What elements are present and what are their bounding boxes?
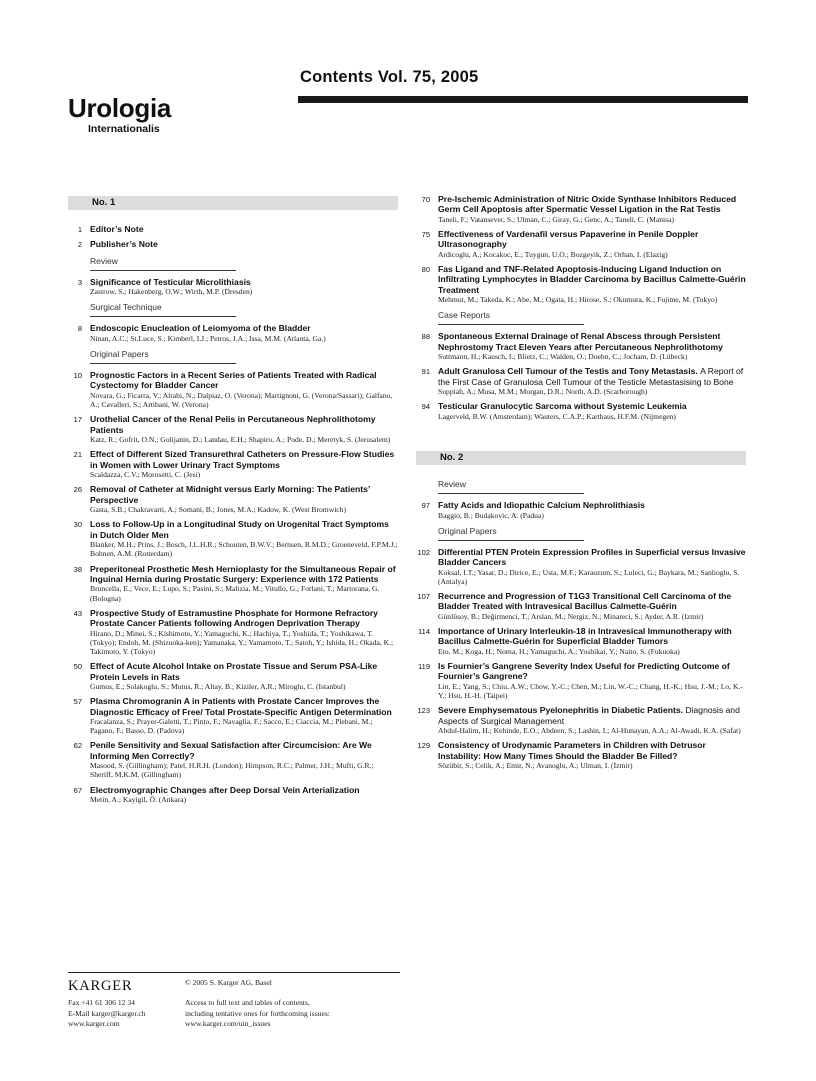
article-title[interactable] xyxy=(438,500,746,510)
page-number: 62 xyxy=(73,741,82,751)
toc-entry[interactable] xyxy=(68,449,398,479)
article-subtitle: A Report of the First Case of Granulosa Cell Tumour of the Testicle Metastasising to Bone xyxy=(438,366,744,387)
website-line[interactable]: www.karger.com xyxy=(68,1019,120,1028)
page-number: 107 xyxy=(417,591,430,601)
contents-title: Contents Vol. 75, 2005 xyxy=(300,68,479,86)
fax-line: Fax +41 61 306 12 34 xyxy=(68,998,135,1007)
article-authors: Suppiah, A.; Musa, M.M.; Morgan, D.R.; North, A.D. (Scarborough) xyxy=(438,387,648,397)
article-subtitle: Diagnosis and Aspects of Surgical Management xyxy=(438,705,740,726)
article-title[interactable] xyxy=(90,370,398,391)
article-authors: Gasta, S.B.; Chakravarti, A.; Somani, B.; Jones, M.A.; Kadow, K. (West Bromwich) xyxy=(90,505,347,515)
toc-entry[interactable] xyxy=(416,264,746,304)
toc-entry[interactable] xyxy=(68,239,398,249)
page-number: 21 xyxy=(73,450,82,460)
toc-entry[interactable] xyxy=(68,414,398,444)
article-title[interactable] xyxy=(90,449,398,470)
toc-entry[interactable] xyxy=(68,519,398,558)
page-number: 38 xyxy=(73,564,82,574)
journal-logo-subtitle: Internationalis xyxy=(88,123,160,135)
article-title[interactable] xyxy=(90,224,398,234)
toc-entry[interactable] xyxy=(416,229,746,259)
article-title-text: Fatty Acids and Idiopathic Calcium Nephrolithiasis xyxy=(438,500,645,511)
copyright-notice: © 2005 S. Karger AG, Basel xyxy=(185,978,272,987)
page-number: 80 xyxy=(421,265,430,275)
page-number: 129 xyxy=(417,741,430,751)
article-authors: Sözübir, S.; Celik, A.; Emir, N.; Avanoglu, A.; Ulman, I. (İzmir) xyxy=(438,761,633,770)
toc-entry[interactable] xyxy=(68,484,398,514)
article-title[interactable] xyxy=(438,547,746,568)
article-title-text: Is Fournier’s Gangrene Severity Index Useful for Predicting Outcome of Fournier’s Gangrene? xyxy=(438,660,730,682)
page-number: 102 xyxy=(417,547,430,557)
toc-entry[interactable] xyxy=(68,564,398,603)
article-title[interactable] xyxy=(90,414,398,435)
article-title-text: Loss to Follow-Up in a Longitudinal Study on Urogenital Tract Symptoms in Dutch Older Men xyxy=(90,519,389,540)
footer-rule xyxy=(68,972,400,973)
article-title[interactable] xyxy=(90,564,398,585)
journal-logo-name: Urologia xyxy=(68,93,172,123)
article-title-text: Plasma Chromogranin A in Patients with Prostate Cancer Improves the Diagnostic Efficacy of Free/ Total Prostate-Specific Antigen Determination xyxy=(90,696,392,717)
toc-entry[interactable] xyxy=(416,401,746,421)
header-rule xyxy=(298,96,748,103)
article-title[interactable] xyxy=(90,696,398,717)
article-title-text: Preperitoneal Prosthetic Mesh Hernioplasty for the Simultaneous Repair of Inguinal Hernia during Prostatic Surgery: Experience with 172 Patients xyxy=(90,563,396,584)
section-rule xyxy=(438,493,584,494)
section-heading: Case Reports xyxy=(438,310,490,321)
page-number: 57 xyxy=(73,697,82,707)
article-authors: Zastrow, S.; Hakenberg, O.W.; Wirth, M.P. (Dresden) xyxy=(90,287,253,297)
article-title-text: Urothelial Cancer of the Renal Pelis in Percutaneous Nephrolithotomy Patients xyxy=(90,414,376,435)
left-column xyxy=(68,196,398,809)
article-authors: Scaldazza, C.V.; Morosetti, C. (Jesi) xyxy=(90,470,201,480)
article-authors: Gumus, E.; Solakoglu, S.; Mutus, R.; Altay, B.; Kiziler, A.R.; Miroglu, C. (Istanbul) xyxy=(90,681,346,691)
article-authors: Suttmann, H.; Kausch, I.; Blietz, C.; Walden, O.; Doehn, C.; Jocham, D. (Lübeck) xyxy=(438,352,688,362)
article-title[interactable] xyxy=(90,239,398,249)
page-number: 114 xyxy=(418,626,430,636)
article-title-text: Pre-Ischemic Administration of Nitric Oxide Synthase Inhibitors Reduced Germ Cell Apoptosis after Spermatic Vessel Ligation in the Rat Testis xyxy=(438,194,737,215)
article-authors: Masood, S. (Gillingham); Patel, H.R.H. (London); Himpson, R.C.; Palmer, J.H.; Mufti, G.R.; Sheriff, M.K.M. (Gillingham) xyxy=(90,761,374,780)
article-authors: Abdul-Halim, H.; Kehinde, E.O.; Abdeen, S.; Lashin, I.; Al-Hunayan, A.A.; Al-Awadi, K.A. (Safat) xyxy=(438,725,741,735)
section-heading: Review xyxy=(90,255,118,266)
page-number: 75 xyxy=(421,230,430,240)
page-number: 8 xyxy=(77,324,82,334)
article-title-text: Removal of Catheter at Midnight versus Early Morning: The Patients’ Perspective xyxy=(90,484,370,505)
article-title-text: Endoscopic Enucleation of Leiomyoma of the Bladder xyxy=(90,323,311,334)
toc-entry[interactable] xyxy=(68,661,398,691)
article-title[interactable] xyxy=(438,705,746,726)
article-title-text: Consistency of Urodynamic Parameters in Children with Detrusor Instability: How Many Times Should the Bladder Be Filled? xyxy=(438,740,706,761)
article-authors: Mehmut, M.; Takeda, K.; Abe, M.; Ogata, H.; Hirose, S.; Okumura, K.; Fujime, M. (Tokyo) xyxy=(438,295,718,305)
section-rule xyxy=(90,363,236,364)
page-number: 1 xyxy=(77,225,82,234)
toc-entry[interactable] xyxy=(416,591,746,621)
toc-entry[interactable] xyxy=(416,740,746,770)
toc-entry[interactable] xyxy=(416,331,746,361)
article-title-text: Electromyographic Changes after Deep Dorsal Vein Arterialization xyxy=(90,784,360,795)
article-authors: Eto, M.; Koga, H.; Noma, H.; Yamaguchi, A.; Yoshikai, Y.; Naito, S. (Fukuoka) xyxy=(438,646,680,656)
article-authors: Katz, R.; Gofrit, O.N.; Golijanin, D.; Landau, E.H.; Shapiro, A.; Pode, D.; Meretyk, S. (Jerusalem) xyxy=(90,435,391,445)
page-number: 17 xyxy=(73,415,82,425)
email-line[interactable]: E-Mail karger@karger.ch xyxy=(68,1008,146,1018)
section-rule xyxy=(90,316,236,317)
article-authors: Baggio, B.; Budakovic, A. (Padua) xyxy=(438,510,544,520)
section-heading: Original Papers xyxy=(438,525,497,536)
article-title-text: Adult Granulosa Cell Tumour of the Testis and Tony Metastasis. xyxy=(438,366,698,377)
article-title[interactable] xyxy=(438,194,746,215)
toc-entry[interactable] xyxy=(416,500,746,520)
page-number: 94 xyxy=(421,402,430,412)
toc-entry[interactable] xyxy=(416,194,746,224)
article-title-text: Effect of Different Sized Transurethral Catheters on Pressure-Flow Studies in Women with Lower Urinary Tract Symptoms xyxy=(90,449,395,470)
article-title-text: Prospective Study of Estramustine Phosphate for Hormone Refractory Prostate Cancer Patients following Androgen Deprivation Therapy xyxy=(90,607,378,629)
article-title-text: Spontaneous External Drainage of Renal Abscess through Persistent Nephrostomy Tract Eleven Years after Percutaneous Nephrolithotomy xyxy=(438,331,723,352)
article-authors: Fracalanza, S.; Prayer-Galetti, T.; Pinto, F.; Navaglia, F.; Sacco, E.; Ciaccia, M.; Plebani, M.; Pagano, F.; Basso, D. (Padova) xyxy=(90,716,373,736)
section-rule xyxy=(90,270,236,271)
section-heading: Surgical Technique xyxy=(90,302,162,313)
page-number: 10 xyxy=(73,371,82,381)
toc-entry[interactable] xyxy=(416,661,746,700)
section-heading: Review xyxy=(438,479,466,490)
page-number: 91 xyxy=(421,367,430,377)
toc-entry[interactable] xyxy=(68,696,398,735)
toc-entry[interactable] xyxy=(416,547,746,586)
toc-entry[interactable] xyxy=(68,608,398,656)
page-number: 43 xyxy=(73,608,82,618)
page-number: 26 xyxy=(73,485,82,495)
toc-entry[interactable] xyxy=(416,705,746,735)
article-title-text: Importance of Urinary Interleukin-18 in Intravesical Immunotherapy with Bacillus Calmette-Guérin for Superficial Bladder Tumors xyxy=(438,625,732,647)
toc-entry[interactable] xyxy=(416,366,746,396)
article-authors: Taneli, F.; Vatansever, S.; Ulman, C.; Giray, G.; Genc, A.; Taneli, C. (Manisa) xyxy=(438,214,674,224)
toc-entry[interactable] xyxy=(68,323,398,343)
issue-heading: No. 1 xyxy=(68,196,398,210)
toc-entry[interactable] xyxy=(68,370,398,409)
publisher-contact xyxy=(68,998,146,1030)
page-number: 97 xyxy=(421,501,430,511)
article-title[interactable] xyxy=(90,484,398,505)
page-number: 123 xyxy=(417,706,430,716)
article-title-text: Fas Ligand and TNF-Related Apoptosis-Inducing Ligand Induction on Infiltrating Lymphocytes in Bladder Carcinoma by Bacillus Calmette-Guérin Treatment xyxy=(438,264,746,295)
article-title[interactable] xyxy=(438,401,746,411)
article-title[interactable] xyxy=(90,519,398,540)
article-title-text: Editor’s Note xyxy=(90,224,144,234)
toc-entry[interactable] xyxy=(68,277,398,297)
toc-entry[interactable] xyxy=(68,740,398,779)
article-authors: Lagerveld, B.W. (Amsterdam); Wauters, C.A.P.; Karthaus, H.F.M. (Nijmegen) xyxy=(438,411,676,421)
article-title-text: Testicular Granulocytic Sarcoma without Systemic Leukemia xyxy=(438,401,687,412)
right-column xyxy=(416,194,746,775)
article-title-text: Penile Sensitivity and Sexual Satisfaction after Circumcision: Are We Informing Men Correctly? xyxy=(90,740,372,761)
article-title-text: Recurrence and Progression of T1G3 Transitional Cell Carcinoma of the Bladder Treated with Intravesical Bacillus Calmette-Guérin xyxy=(438,590,732,612)
article-title-text: Differential PTEN Protein Expression Profiles in Superficial versus Invasive Bladder Cancers xyxy=(438,546,746,568)
issues-link[interactable]: www.karger.com/uin_issues xyxy=(185,1019,271,1028)
article-title[interactable] xyxy=(438,331,746,352)
article-authors: Hirano, D.; Minei, S.; Kishimoto, Y.; Yamaguchi, K.; Hachiya, T.; Yoshida, T.; Yoshikawa, T. (Tokyo); Endoh, M. (Shizuoka-ken); Yamanaka, Y.; Yamamoto, T.; Satoh, Y.; Ishida, H.; Okada, K.; Takimoto, Y. (Tokyo) xyxy=(90,628,394,656)
article-title[interactable] xyxy=(438,366,746,387)
page-number: 70 xyxy=(421,195,430,204)
page-number: 2 xyxy=(77,240,82,250)
article-authors: Blanker, M.H.; Prins, J.; Bosch, J.L.H.R.; Schouten, B.W.V.; Bernsen, R.M.D.; Groeneveld, F.P.M.J.; Bohnen, A.M. (Rotterdam) xyxy=(90,540,398,559)
article-title-text: Prognostic Factors in a Recent Series of Patients Treated with Radical Cystectomy for Bladder Cancer xyxy=(90,370,377,391)
section-rule xyxy=(438,540,584,541)
article-title[interactable] xyxy=(90,277,398,287)
page-number: 119 xyxy=(418,661,430,671)
section-heading: Original Papers xyxy=(90,349,149,360)
article-title[interactable] xyxy=(90,661,398,682)
page-number: 88 xyxy=(421,332,430,342)
article-title[interactable] xyxy=(438,229,746,250)
toc-entry[interactable] xyxy=(68,785,398,805)
page-number: 67 xyxy=(73,785,82,795)
article-title-text: Publisher’s Note xyxy=(90,239,158,250)
page-number: 50 xyxy=(73,662,82,672)
article-title-text: Significance of Testicular Microlithiasis xyxy=(90,276,251,287)
issue-heading: No. 2 xyxy=(416,451,746,465)
article-authors: Günlüsoy, B.; Değirmenci, T.; Arslan, M.; Nergiz, N.; Minareci, S.; Ayder, A.R. (Izmir) xyxy=(438,611,704,621)
article-authors: Ninan, A.C.; St.Luce, S.; Kimberl, I.J.; Petros, J.A.; Issa, M.M. (Atlanta, Ga.) xyxy=(90,333,326,343)
article-title-text: Effect of Acute Alcohol Intake on Prostate Tissue and Serum PSA-Like Protein Levels in Rats xyxy=(90,661,378,682)
article-title[interactable] xyxy=(90,740,398,761)
access-notice: Access to full text and tables of contents, including tentative ones for forthcoming issues: www.karger.com/uin_issues xyxy=(185,998,330,1028)
page-number: 3 xyxy=(77,277,82,287)
toc-entry[interactable] xyxy=(68,224,398,234)
article-authors: Novara, G.; Ficarra, V.; Alrabi, N.; Dalpiaz, O. (Verona); Martignoni, G. (Verona/Sassari); Galfano, A.; Cavalleri, S.; Artibani, W. (Verona) xyxy=(90,390,393,410)
article-title[interactable] xyxy=(438,264,746,295)
article-title[interactable] xyxy=(90,608,398,629)
page-number: 30 xyxy=(73,520,82,530)
article-authors: Lin, E.; Yang, S.; Chiu, A.W.; Chow, Y.-C.; Chen, M.; Lin, W.-C.; Chang, H.-K.; Hsu, J.-M.; Lo, K.-Y.; Hsu, H.-H. (Taipei) xyxy=(438,681,743,700)
section-rule xyxy=(438,324,584,325)
article-authors: Koksal, I.T.; Yasar, D.; Dirice, E.; Usta, M.F.; Karauzum, S.; Luleci, G.; Baykara, M.; Sanlioglu, S. (Antalya) xyxy=(438,567,740,586)
article-authors: Metin, A.; Kayigil, Ö. (Ankara) xyxy=(90,795,187,805)
article-title[interactable] xyxy=(90,323,398,333)
toc-entry[interactable] xyxy=(416,626,746,656)
article-title[interactable] xyxy=(90,785,398,795)
article-authors: Ardicoglu, A.; Kocakoc, E.; Tuygun, U.O.; Bozgeyik, Z.; Orhan, I. (Elazig) xyxy=(438,249,668,259)
article-title[interactable] xyxy=(438,661,746,682)
publisher-logo: KARGER xyxy=(68,978,133,994)
article-title-text: Effectiveness of Vardenafil versus Papaverine in Penile Doppler Ultrasonography xyxy=(438,229,699,250)
article-title[interactable] xyxy=(438,591,746,612)
article-title[interactable] xyxy=(438,740,746,761)
article-title-text: Severe Emphysematous Pyelonephritis in Diabetic Patients. xyxy=(438,705,684,716)
article-title[interactable] xyxy=(438,626,746,647)
article-authors: Bruncella, E.; Vece, E.; Lupo, S.; Pasini, S.; Malizia, M.; Vitullo, G.; Forlani, T.; Martorana, G. (Bologna) xyxy=(90,584,380,603)
